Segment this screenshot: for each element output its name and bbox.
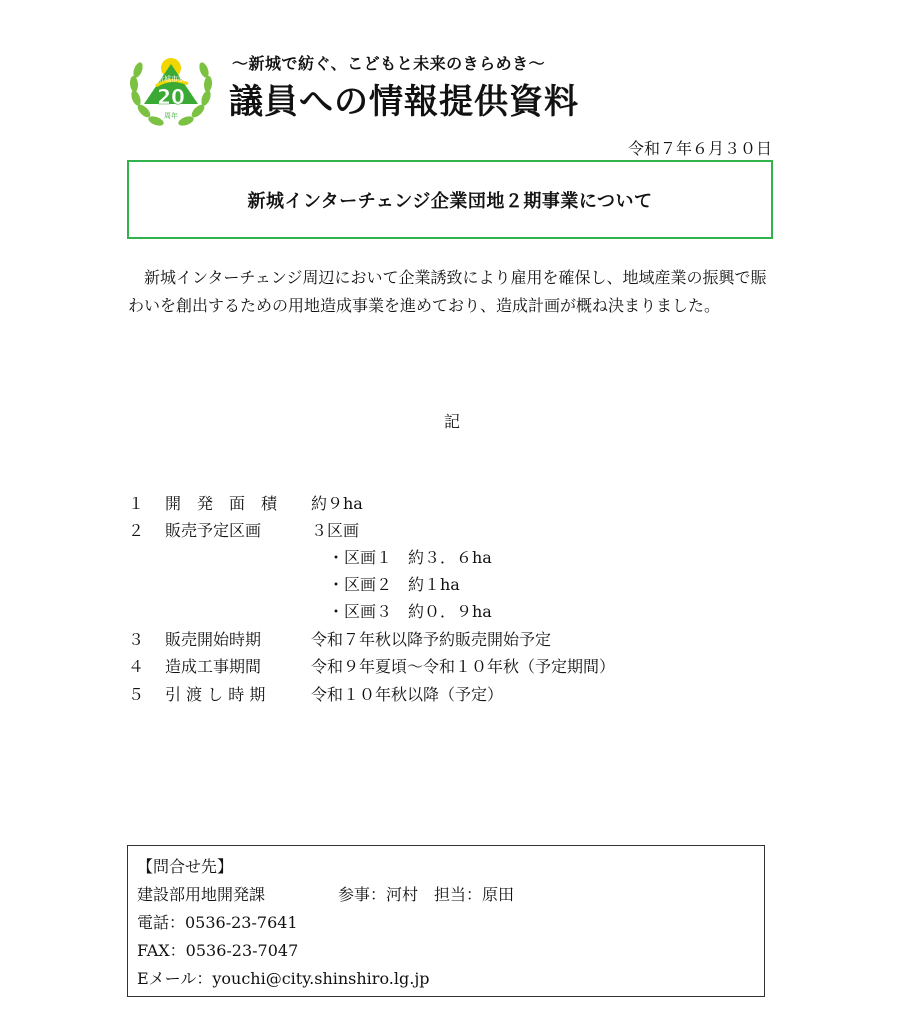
- subitem-text: ・区画１ 約３．６ha: [328, 548, 492, 567]
- item-label: 引 渡 し 時 期: [165, 685, 266, 704]
- item-number: １: [128, 494, 145, 513]
- subject-title: 新城インターチェンジ企業団地２期事業について: [247, 190, 653, 212]
- contact-fax: FAX：0536-23-7047: [137, 941, 299, 960]
- contact-phone: 電話：0536-23-7641: [137, 913, 298, 932]
- tagline: 〜新城で紡ぐ、こどもと未来のきらめき〜: [232, 54, 546, 73]
- item-number: ５: [128, 685, 145, 704]
- item-label: 開 発 面 積: [165, 494, 278, 513]
- document-date: 令和７年６月３０日: [627, 139, 772, 158]
- subject-box: [127, 160, 773, 239]
- item-label: 造成工事期間: [165, 657, 262, 676]
- logo-number-text: 20: [157, 85, 185, 109]
- item-number: ３: [128, 630, 145, 649]
- item-label: 販売予定区画: [165, 521, 262, 540]
- contact-box: [127, 845, 765, 997]
- contact-email: Eメール：youchi@city.shinshiro.lg.jp: [137, 969, 430, 988]
- body-paragraph: 新城インターチェンジ周辺において企業誘致により雇用を確保し、地域産業の振興で賑わいを創出するための用地造成事業を進めており、造成計画が概ね決まりました。: [128, 268, 767, 315]
- subitem-text: ・区画３ 約０．９ha: [328, 602, 492, 621]
- contact-heading: 【問合せ先】: [137, 857, 234, 876]
- page-title: 議員への情報提供資料: [229, 82, 579, 122]
- logo-city-text: 新城市制: [157, 75, 185, 83]
- item-label: 販売開始時期: [165, 630, 262, 649]
- item-value: 令和７年秋以降予約販売開始予定: [311, 630, 552, 649]
- item-number: ４: [128, 657, 145, 676]
- item-value: 約９ha: [311, 494, 363, 513]
- ki-heading: 記: [444, 412, 461, 431]
- contact-persons: 参事：河村 担当：原田: [338, 885, 515, 904]
- item-value: 令和１０年秋以降（予定）: [311, 685, 504, 704]
- item-value: ３区画: [311, 521, 360, 540]
- item-number: ２: [128, 521, 145, 540]
- logo-suffix-text: 周年: [164, 112, 178, 120]
- anniversary-logo: [126, 46, 216, 132]
- item-value: 令和９年夏頃〜令和１０年秋（予定期間）: [311, 657, 616, 676]
- subitem-text: ・区画２ 約１ha: [328, 575, 460, 594]
- contact-department: 建設部用地開発課: [137, 885, 266, 904]
